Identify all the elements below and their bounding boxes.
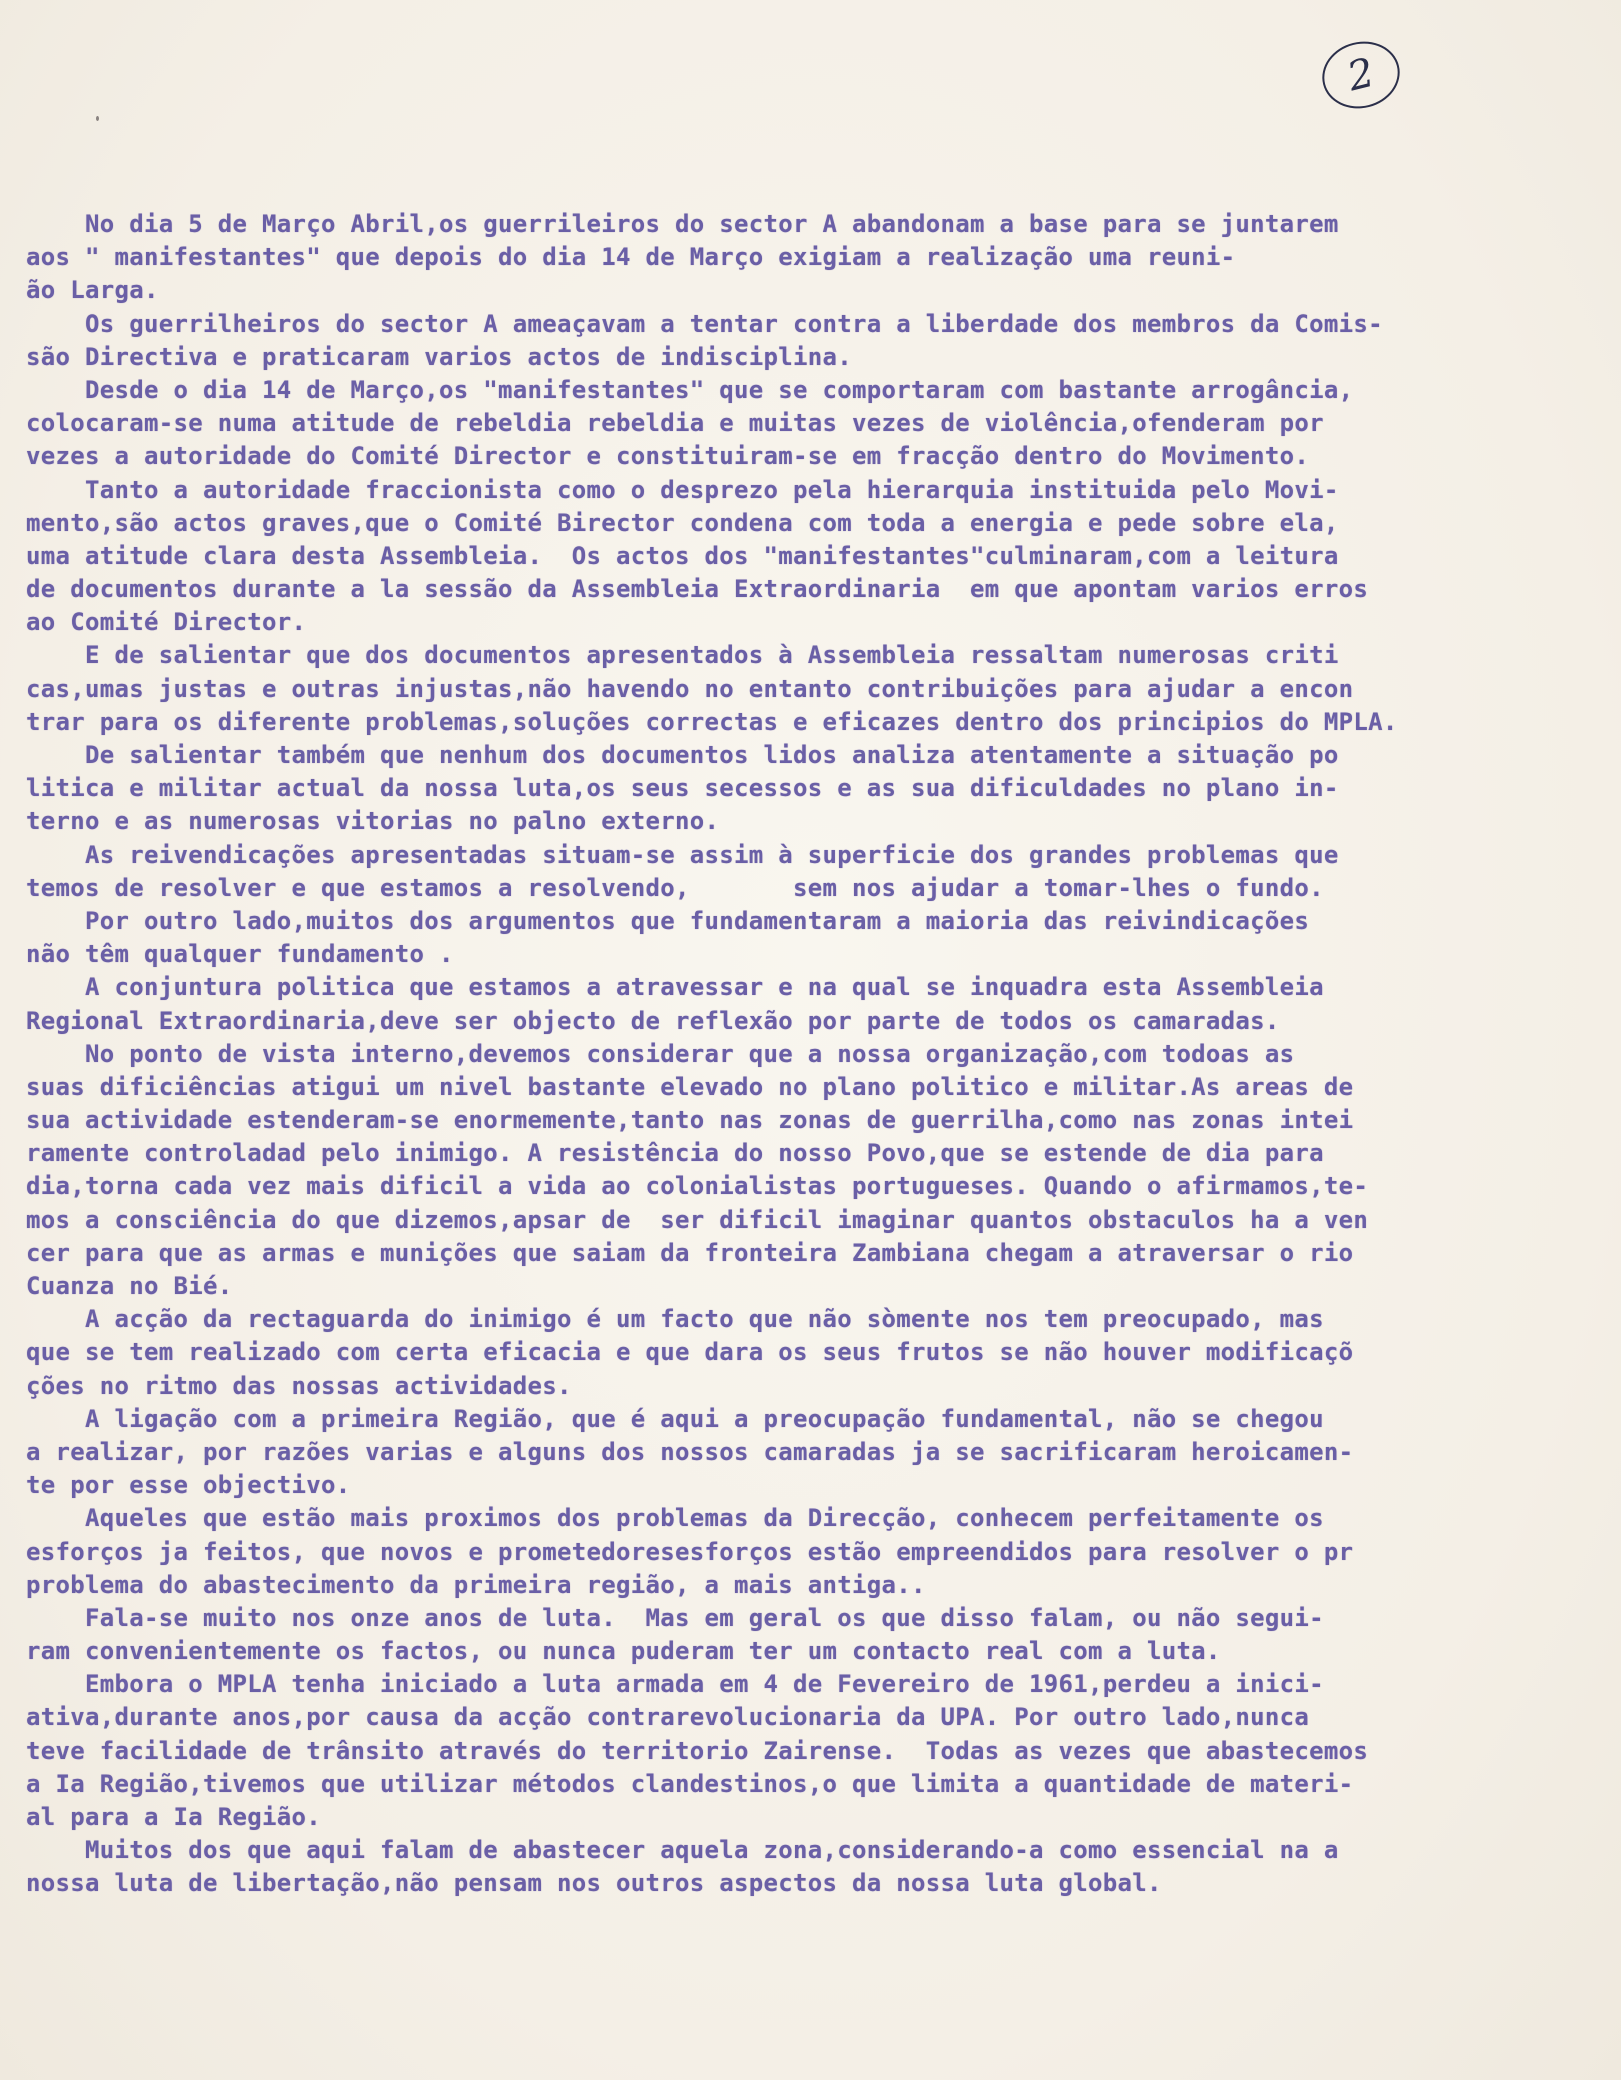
text-line: aos " manifestantes" que depois do dia 14 de Março exigiam a realização uma reuni- [26,243,1236,272]
text-line: Os guerrilheiros do sector A ameaçavam a tentar contra a liberdade dos membros da Comis- [26,309,1383,338]
text-line: sua actividade estenderam-se enormemente,tanto nas zonas de guerrilha,como nas zonas intei [26,1106,1354,1135]
text-line: ram convenientemente os factos, ou nunca puderam ter um contacto real com a luta. [26,1637,1221,1666]
text-line: Fala-se muito nos onze anos de luta. Mas em geral os que disso falam, ou não segui- [26,1603,1324,1632]
text-line: A acção da rectaguarda do inimigo é um facto que não sòmente nos tem preocupado, mas [26,1305,1324,1334]
text-line: ções no ritmo das nossas actividades. [26,1371,572,1400]
page-number-circled [1315,34,1407,117]
text-line: a Ia Região,tivemos que utilizar métodos clandestinos,o que limita a quantidade de materi- [26,1769,1354,1798]
text-line: al para a Ia Região. [26,1803,321,1831]
text-line: Regional Extraordinaria,deve ser objecto de reflexão por parte de todos os camaradas. [26,1006,1280,1035]
text-line: mento,são actos graves,que o Comité Birector condena com toda a energia e pede sobre ela, [26,508,1339,537]
text-line: ao Comité Director. [26,608,307,637]
text-line: A conjuntura politica que estamos a atravessar e na qual se inquadra esta Assembleia [26,973,1324,1002]
typewritten-body [26,208,1596,1901]
text-line: E de salientar que dos documentos apresentados à Assembleia ressaltam numerosas criti [26,641,1339,670]
text-line: uma atitude clara desta Assembleia. Os actos dos "manifestantes"culminaram,com a leitura [26,541,1339,570]
text-line: Aqueles que estão mais proximos dos problemas da Direcção, conhecem perfeitamente os [26,1504,1324,1533]
text-line: ramente controladad pelo inimigo. A resistência do nosso Povo,que se estende de dia para [26,1139,1324,1168]
text-line: De salientar também que nenhum dos documentos lidos analiza atentamente a situação po [26,741,1339,769]
text-line: que se tem realizado com certa eficacia e que dara os seus frutos se não houver modificaçõ [26,1338,1354,1367]
text-line: Embora o MPLA tenha iniciado a luta armada em 4 de Fevereiro de 1961,perdeu a inici- [26,1670,1324,1699]
text-line: ativa,durante anos,por causa da acção contrarevolucionaria da UPA. Por outro lado,nunca [26,1703,1310,1732]
text-line: problema do abastecimento da primeira região, a mais antiga.. [26,1570,926,1599]
text-line: mos a consciência do que dizemos,apsar de ser dificil imaginar quantos obstaculos ha a ven [26,1205,1369,1234]
text-line: dia,torna cada vez mais dificil a vida ao colonialistas portugueses. Quando o afirmamos,te- [26,1172,1369,1201]
page-number: 2 [1343,49,1379,101]
text-line: suas dificiências atigui um nivel bastante elevado no plano politico e militar.As areas de [26,1072,1354,1101]
text-line: nossa luta de libertação,não pensam nos outros aspectos da nossa luta global. [26,1869,1162,1898]
ink-speck [96,116,99,121]
text-line: a realizar, por razões varias e alguns dos nossos camaradas ja se sacrificaram heroicamen- [26,1437,1354,1466]
text-line: Cuanza no Bié. [26,1272,233,1300]
text-line: vezes a autoridade do Comité Director e constituiram-se em fracção dentro do Movimento. [26,442,1310,471]
text-line: cas,umas justas e outras injustas,não havendo no entanto contribuições para ajudar a encon [26,674,1354,703]
text-line: Por outro lado,muitos dos argumentos que fundamentaram a maioria das reivindicações [26,906,1310,935]
text-line: litica e militar actual da nossa luta,os seus secessos e as sua dificuldades no plano in- [26,774,1339,803]
text-line: temos de resolver e que estamos a resolvendo, sem nos ajudar a tomar-lhes o fundo. [26,873,1324,902]
text-line: não têm qualquer fundamento . [26,940,454,969]
text-line: As reivendicações apresentadas situam-se assim à superficie dos grandes problemas que [26,840,1339,869]
text-line: cer para que as armas e munições que saiam da fronteira Zambiana chegam a atraversar o rio [26,1238,1354,1267]
text-line: Tanto a autoridade fraccionista como o desprezo pela hierarquia instituida pelo Movi- [26,475,1339,504]
text-line: Desde o dia 14 de Março,os "manifestantes" que se comportaram com bastante arrogância, [26,375,1354,404]
text-line: te por esse objectivo. [26,1471,351,1500]
text-line: são Directiva e praticaram varios actos de indisciplina. [26,342,852,371]
text-line: No ponto de vista interno,devemos considerar que a nossa organização,com todoas as [26,1039,1295,1068]
text-line: esforços ja feitos, que novos e prometedoresesforços estão empreendidos para resolver o pr [26,1537,1354,1566]
text-line: ão Larga. [26,276,159,305]
text-line: de documentos durante a la sessão da Assembleia Extraordinaria em que apontam varios erros [26,575,1369,604]
text-line: No dia 5 de Março Abril,os guerrileiros do sector A abandonam a base para se juntarem [26,210,1339,238]
text-line: trar para os diferente problemas,soluções correctas e eficazes dentro dos principios do MPLA. [26,707,1398,736]
text-line: terno e as numerosas vitorias no palno externo. [26,807,720,836]
text-line: colocaram-se numa atitude de rebeldia rebeldia e muitas vezes de violência,ofenderam por [26,409,1324,438]
text-line: teve facilidade de trânsito através do territorio Zairense. Todas as vezes que abastecemos [26,1736,1369,1765]
text-line: Muitos dos que aqui falam de abastecer aquela zona,considerando-a como essencial na a [26,1836,1339,1865]
text-line: A ligação com a primeira Região, que é aqui a preocupação fundamental, não se chegou [26,1404,1324,1433]
